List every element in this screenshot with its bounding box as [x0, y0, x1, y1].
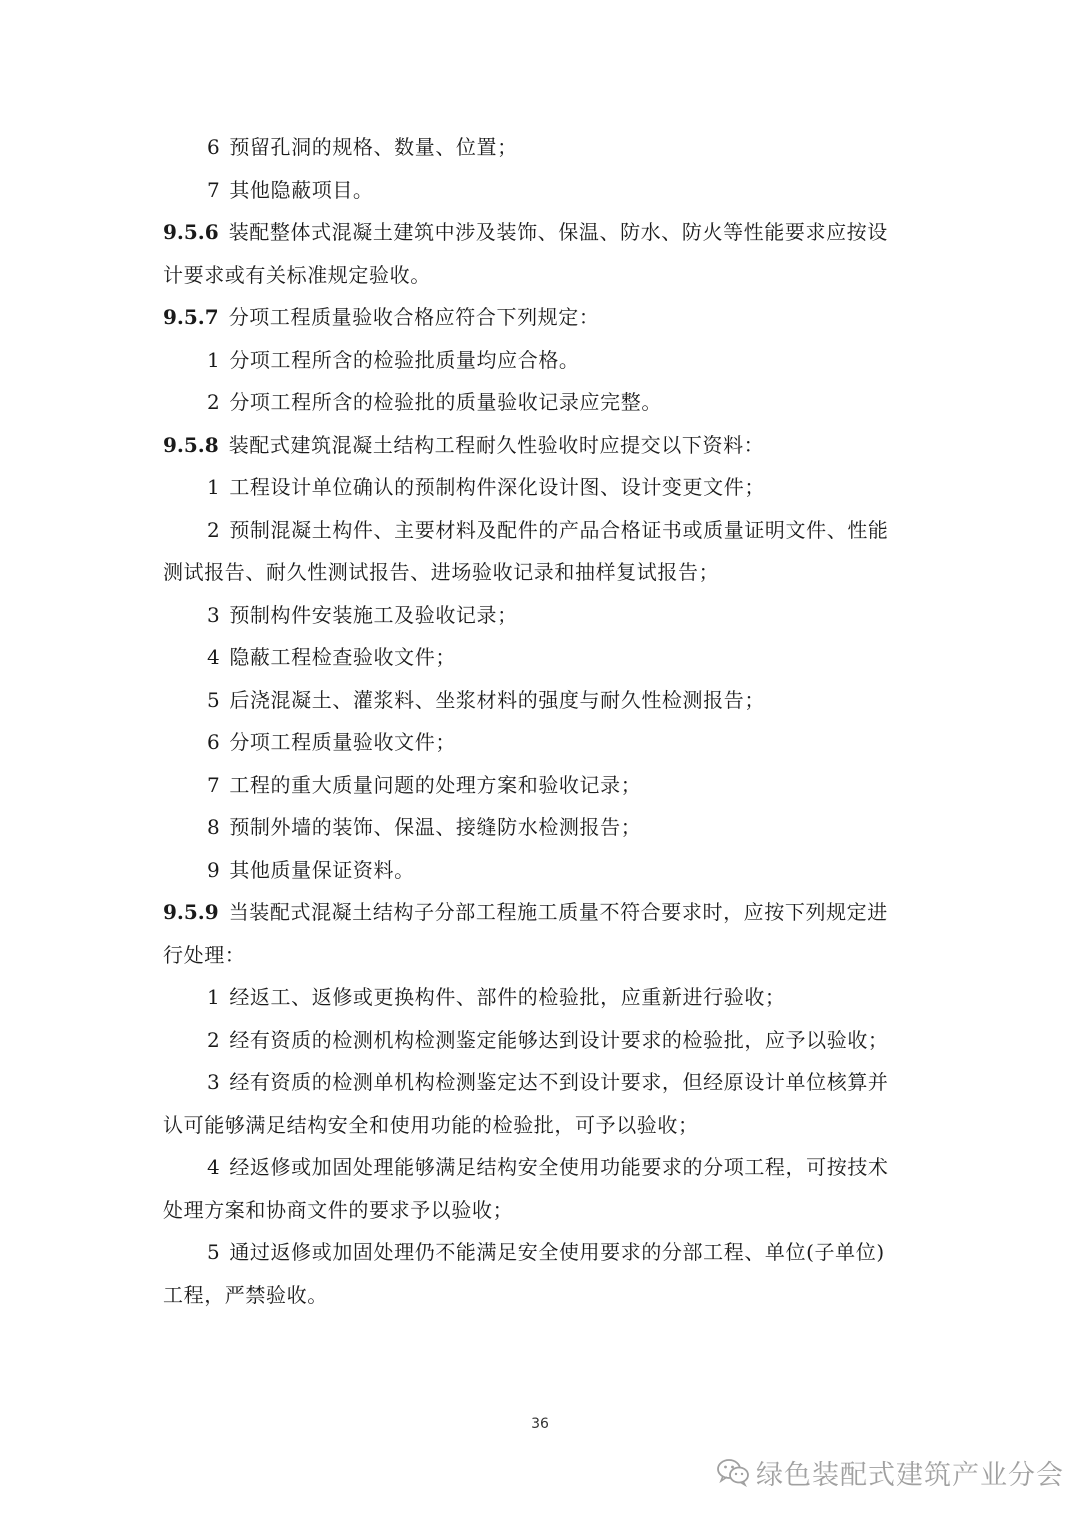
clause-line: [163, 296, 919, 339]
line-text: 工程设计单位确认的预制构件深化设计图、设计变更文件；: [229, 475, 765, 499]
line-text: 预留孔洞的规格、数量、位置；: [229, 135, 518, 159]
list-item: [163, 764, 919, 807]
line-text: 预制构件安装施工及验收记录；: [229, 602, 518, 627]
line-text: 其他质量保证资料。: [229, 857, 415, 882]
list-item: [163, 1061, 919, 1104]
page-number: 36: [531, 1416, 549, 1432]
list-item: [163, 509, 919, 552]
line-text: 装配整体式混凝土建筑中涉及装饰、保温、防水、防火等性能要求应按设: [228, 220, 888, 244]
line-text: 行处理：: [163, 942, 246, 967]
document-body: [163, 126, 919, 1316]
line-text: 认可能够满足结构安全和使用功能的检验批，可予以验收；: [163, 1112, 699, 1137]
list-item: [163, 636, 919, 679]
line-text: 预制混凝土构件、主要材料及配件的产品合格证书或质量证明文件、性能: [229, 517, 889, 542]
list-item: [163, 721, 919, 764]
list-item: [163, 1019, 919, 1062]
line-text: 预制外墙的装饰、保温、接缝防水检测报告；: [229, 815, 642, 839]
watermark: [716, 1452, 1064, 1492]
item-number: 3: [207, 1070, 221, 1094]
list-item: [163, 679, 919, 722]
item-number: 5: [207, 687, 221, 712]
item-number: 1: [207, 475, 221, 499]
list-item: [163, 1146, 919, 1189]
list-item: [163, 1231, 919, 1274]
item-number: 1: [207, 985, 221, 1009]
line-text: 通过返修或加固处理仍不能满足安全使用要求的分部工程、单位(子单位): [229, 1240, 885, 1264]
line-text: 经返工、返修或更换构件、部件的检验批，应重新进行验收；: [229, 985, 786, 1009]
item-number: 6: [207, 730, 221, 754]
clause-number: 9.5.7: [163, 305, 219, 329]
wechat-icon: [716, 1457, 750, 1487]
line-text: 经有资质的检测单机构检测鉴定达不到设计要求，但经原设计单位核算并: [229, 1070, 889, 1094]
list-item: [163, 381, 919, 424]
line-text: 其他隐蔽项目。: [229, 177, 374, 202]
line-text: 当装配式混凝土结构子分部工程施工质量不符合要求时，应按下列规定进: [228, 900, 888, 924]
line-text: 经有资质的检测机构检测鉴定能够达到设计要求的检验批，应予以验收；: [229, 1027, 889, 1052]
line-text: 工程的重大质量问题的处理方案和验收记录；: [229, 772, 642, 797]
item-number: 4: [207, 1155, 221, 1179]
list-item: [163, 594, 919, 637]
item-number: 2: [207, 390, 221, 414]
line-text: 经返修或加固处理能够满足结构安全使用功能要求的分项工程，可按技术: [229, 1155, 889, 1179]
line-text: 计要求或有关标准规定验收。: [163, 262, 431, 287]
list-item: [163, 806, 919, 849]
item-number: 7: [207, 772, 221, 797]
list-item: [163, 339, 919, 382]
line-text: 分项工程所含的检验批的质量验收记录应完整。: [229, 390, 662, 414]
line-text: 处理方案和协商文件的要求予以验收；: [163, 1197, 514, 1222]
item-number: 7: [207, 177, 221, 202]
item-number: 8: [207, 815, 221, 839]
line-text: 装配式建筑混凝土结构工程耐久性验收时应提交以下资料：: [228, 432, 765, 457]
line-text: 分项工程质量验收合格应符合下列规定：: [228, 305, 600, 329]
line-text: 工程，严禁验收。: [163, 1282, 328, 1307]
clause-number: 9.5.6: [163, 220, 219, 244]
continuation-line: [163, 1189, 919, 1232]
continuation-line: [163, 551, 919, 594]
line-text: 测试报告、耐久性测试报告、进场验收记录和抽样复试报告；: [163, 560, 720, 584]
item-number: 3: [207, 602, 221, 627]
item-number: 5: [207, 1240, 221, 1264]
list-item: [163, 466, 919, 509]
clause-line: [163, 424, 919, 467]
list-item: [163, 849, 919, 892]
watermark-text: 绿色装配式建筑产业分会: [756, 1459, 1064, 1491]
item-number: 1: [207, 347, 221, 372]
line-text: 隐蔽工程检查验收文件；: [229, 645, 456, 669]
clause-line: [163, 891, 919, 934]
list-item: [163, 169, 919, 212]
item-number: 6: [207, 135, 221, 159]
line-text: 分项工程所含的检验批质量均应合格。: [229, 347, 580, 372]
item-number: 9: [207, 857, 221, 882]
line-text: 分项工程质量验收文件；: [229, 730, 456, 754]
clause-line: [163, 211, 919, 254]
item-number: 4: [207, 645, 221, 669]
continuation-line: [163, 254, 919, 297]
list-item: [163, 126, 919, 169]
list-item: [163, 976, 919, 1019]
continuation-line: [163, 934, 919, 977]
clause-number: 9.5.9: [163, 900, 219, 924]
continuation-line: [163, 1274, 919, 1317]
continuation-line: [163, 1104, 919, 1147]
clause-number: 9.5.8: [163, 432, 219, 457]
item-number: 2: [207, 1027, 221, 1052]
item-number: 2: [207, 517, 221, 542]
line-text: 后浇混凝土、灌浆料、坐浆材料的强度与耐久性检测报告；: [229, 687, 765, 712]
